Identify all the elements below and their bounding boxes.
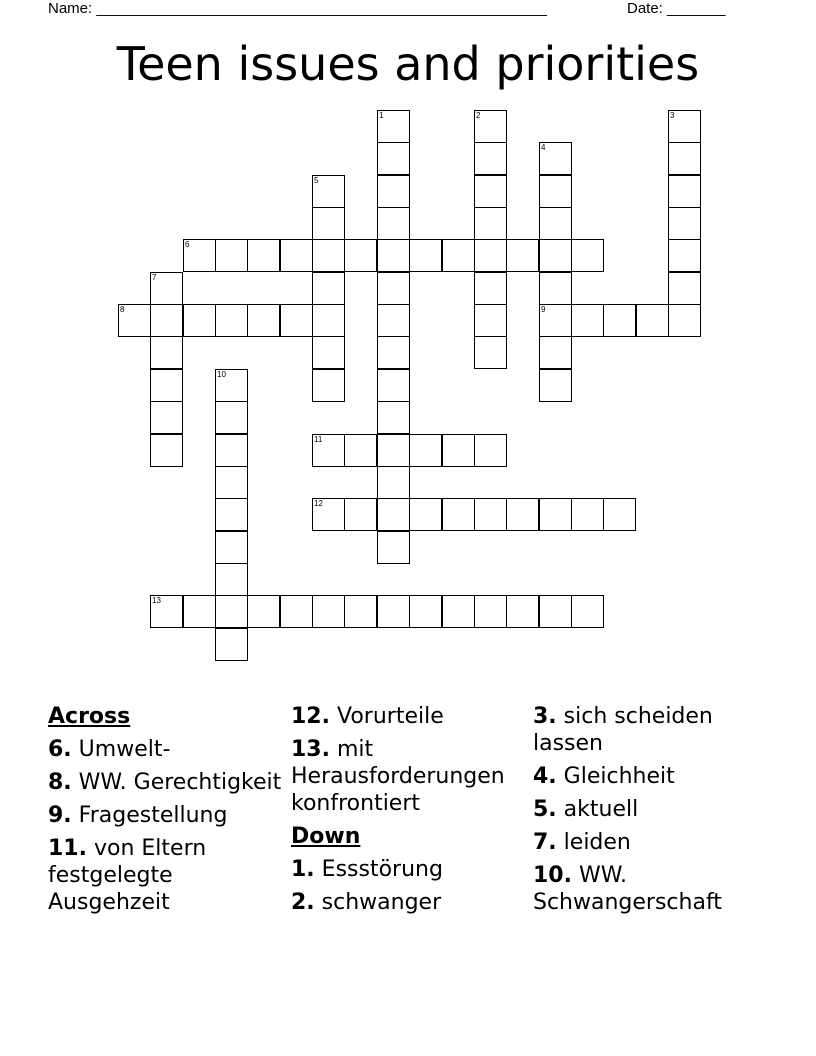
grid-cell[interactable] bbox=[571, 595, 604, 628]
grid-cell[interactable] bbox=[312, 175, 345, 208]
grid-cell[interactable] bbox=[377, 304, 410, 337]
grid-cell[interactable] bbox=[215, 531, 248, 564]
grid-cell[interactable] bbox=[344, 434, 377, 467]
clue-number: 5. bbox=[533, 797, 557, 822]
grid-cell[interactable] bbox=[215, 466, 248, 499]
grid-cell[interactable] bbox=[571, 304, 604, 337]
grid-cell[interactable] bbox=[150, 369, 183, 402]
clue-column-2 bbox=[291, 703, 531, 922]
grid-cell[interactable] bbox=[409, 239, 442, 272]
grid-cell[interactable] bbox=[344, 239, 377, 272]
clue-number: 9. bbox=[48, 803, 72, 828]
grid-cell[interactable] bbox=[506, 239, 539, 272]
grid-cell[interactable] bbox=[668, 207, 701, 240]
grid-cell[interactable] bbox=[344, 498, 377, 531]
clue-number-label: 5 bbox=[314, 176, 319, 185]
grid-cell[interactable] bbox=[539, 142, 572, 175]
grid-cell[interactable] bbox=[215, 498, 248, 531]
clue-across-13 bbox=[291, 736, 531, 817]
grid-cell[interactable] bbox=[474, 595, 507, 628]
grid-cell[interactable] bbox=[215, 563, 248, 596]
grid-cell[interactable] bbox=[312, 369, 345, 402]
grid-cell[interactable] bbox=[247, 239, 280, 272]
grid-cell[interactable] bbox=[312, 434, 345, 467]
clue-number: 3. bbox=[533, 704, 557, 729]
clue-down-10 bbox=[533, 862, 773, 916]
grid-cell[interactable] bbox=[474, 142, 507, 175]
clue-number-label: 3 bbox=[670, 111, 675, 120]
grid-cell[interactable] bbox=[183, 304, 216, 337]
clue-text: WW. Schwangerschaft bbox=[533, 863, 722, 915]
grid-cell[interactable] bbox=[377, 498, 410, 531]
grid-cell[interactable] bbox=[442, 595, 475, 628]
grid-cell[interactable] bbox=[603, 304, 636, 337]
date-line: Date: _______ bbox=[627, 0, 726, 17]
grid-cell[interactable] bbox=[215, 239, 248, 272]
grid-cell[interactable] bbox=[474, 175, 507, 208]
clue-text: mit Herausforderungen konfrontiert bbox=[291, 737, 505, 816]
grid-cell[interactable] bbox=[312, 595, 345, 628]
clue-number-label: 13 bbox=[152, 596, 161, 605]
grid-cell[interactable] bbox=[377, 175, 410, 208]
grid-cell[interactable] bbox=[539, 369, 572, 402]
clue-number-label: 6 bbox=[185, 240, 190, 249]
clue-number: 6. bbox=[48, 737, 72, 762]
clue-across-8 bbox=[48, 769, 288, 796]
grid-cell[interactable] bbox=[474, 239, 507, 272]
grid-cell[interactable] bbox=[377, 110, 410, 143]
clue-number: 1. bbox=[291, 857, 315, 882]
clue-number: 7. bbox=[533, 830, 557, 855]
grid-cell[interactable] bbox=[506, 498, 539, 531]
grid-cell[interactable] bbox=[474, 110, 507, 143]
clue-number-label: 2 bbox=[476, 111, 481, 120]
grid-cell[interactable] bbox=[312, 272, 345, 305]
clue-number-label: 9 bbox=[541, 305, 546, 314]
down-heading: Down bbox=[291, 824, 361, 849]
clue-number: 10. bbox=[533, 863, 572, 888]
grid-cell[interactable] bbox=[506, 595, 539, 628]
grid-cell[interactable] bbox=[150, 434, 183, 467]
grid-cell[interactable] bbox=[215, 628, 248, 661]
clue-number-label: 11 bbox=[314, 435, 323, 444]
grid-cell[interactable] bbox=[539, 239, 572, 272]
clue-text: Fragestellung bbox=[78, 803, 228, 828]
grid-cell[interactable] bbox=[215, 434, 248, 467]
clue-number: 12. bbox=[291, 704, 330, 729]
grid-cell[interactable] bbox=[539, 498, 572, 531]
grid-cell[interactable] bbox=[377, 207, 410, 240]
grid-cell[interactable] bbox=[280, 304, 313, 337]
grid-cell[interactable] bbox=[668, 175, 701, 208]
clue-number-label: 8 bbox=[120, 305, 125, 314]
clue-number: 13. bbox=[291, 737, 330, 762]
grid-cell[interactable] bbox=[539, 336, 572, 369]
grid-cell[interactable] bbox=[668, 304, 701, 337]
grid-cell[interactable] bbox=[247, 595, 280, 628]
grid-cell[interactable] bbox=[377, 466, 410, 499]
clue-number-label: 4 bbox=[541, 143, 546, 152]
clue-number-label: 1 bbox=[379, 111, 384, 120]
grid-cell[interactable] bbox=[668, 239, 701, 272]
clue-text: WW. Gerechtigkeit bbox=[78, 770, 282, 795]
clue-number-label: 7 bbox=[152, 273, 157, 282]
grid-cell[interactable] bbox=[409, 595, 442, 628]
grid-cell[interactable] bbox=[150, 336, 183, 369]
clue-number: 11. bbox=[48, 836, 87, 861]
grid-cell[interactable] bbox=[377, 272, 410, 305]
grid-cell[interactable] bbox=[118, 304, 151, 337]
grid-cell[interactable] bbox=[312, 239, 345, 272]
clue-number: 8. bbox=[48, 770, 72, 795]
grid-cell[interactable] bbox=[215, 401, 248, 434]
clue-text: Gleichheit bbox=[563, 764, 675, 789]
clue-down-5 bbox=[533, 796, 773, 823]
clue-down-7 bbox=[533, 829, 773, 856]
grid-cell[interactable] bbox=[215, 304, 248, 337]
grid-cell[interactable] bbox=[539, 175, 572, 208]
clue-down-3 bbox=[533, 703, 773, 757]
clue-across-11 bbox=[48, 835, 288, 916]
clue-across-12 bbox=[291, 703, 531, 730]
grid-cell[interactable] bbox=[312, 304, 345, 337]
clue-down-1 bbox=[291, 856, 531, 883]
grid-cell[interactable] bbox=[442, 239, 475, 272]
grid-cell[interactable] bbox=[539, 304, 572, 337]
clue-column-1 bbox=[48, 703, 288, 922]
grid-cell[interactable] bbox=[474, 207, 507, 240]
grid-cell[interactable] bbox=[312, 207, 345, 240]
across-heading: Across bbox=[48, 704, 131, 729]
clue-number-label: 12 bbox=[314, 499, 323, 508]
grid-cell[interactable] bbox=[474, 272, 507, 305]
clue-across-6 bbox=[48, 736, 288, 763]
grid-cell[interactable] bbox=[150, 401, 183, 434]
grid-cell[interactable] bbox=[377, 434, 410, 467]
grid-cell[interactable] bbox=[215, 369, 248, 402]
grid-cell[interactable] bbox=[150, 595, 183, 628]
grid-cell[interactable] bbox=[539, 272, 572, 305]
clue-text: leiden bbox=[563, 830, 631, 855]
grid-cell[interactable] bbox=[377, 595, 410, 628]
grid-cell[interactable] bbox=[442, 498, 475, 531]
grid-cell[interactable] bbox=[215, 595, 248, 628]
clue-text: Essstörung bbox=[321, 857, 443, 882]
grid-cell[interactable] bbox=[280, 595, 313, 628]
grid-cell[interactable] bbox=[377, 336, 410, 369]
clue-text: schwanger bbox=[321, 890, 442, 915]
grid-cell[interactable] bbox=[474, 304, 507, 337]
grid-cell[interactable] bbox=[571, 498, 604, 531]
clue-text: Vorurteile bbox=[336, 704, 444, 729]
grid-cell[interactable] bbox=[183, 595, 216, 628]
grid-cell[interactable] bbox=[377, 369, 410, 402]
grid-cell[interactable] bbox=[539, 207, 572, 240]
grid-cell[interactable] bbox=[636, 304, 669, 337]
clue-number: 2. bbox=[291, 890, 315, 915]
grid-cell[interactable] bbox=[377, 142, 410, 175]
clue-down-4 bbox=[533, 763, 773, 790]
clue-across-9 bbox=[48, 802, 288, 829]
grid-cell[interactable] bbox=[668, 142, 701, 175]
grid-cell[interactable] bbox=[150, 272, 183, 305]
grid-cell[interactable] bbox=[280, 239, 313, 272]
clue-number: 4. bbox=[533, 764, 557, 789]
grid-cell[interactable] bbox=[377, 531, 410, 564]
grid-cell[interactable] bbox=[603, 498, 636, 531]
grid-cell[interactable] bbox=[183, 239, 216, 272]
clue-number-label: 10 bbox=[217, 370, 226, 379]
grid-cell[interactable] bbox=[409, 498, 442, 531]
grid-cell[interactable] bbox=[312, 336, 345, 369]
grid-cell[interactable] bbox=[312, 498, 345, 531]
grid-cell[interactable] bbox=[571, 239, 604, 272]
grid-cell[interactable] bbox=[377, 401, 410, 434]
grid-cell[interactable] bbox=[409, 434, 442, 467]
name-line: Name: ______________________________________________________ bbox=[48, 0, 547, 17]
clue-text: von Eltern festgelegte Ausgehzeit bbox=[48, 836, 207, 915]
grid-cell[interactable] bbox=[247, 304, 280, 337]
grid-cell[interactable] bbox=[474, 434, 507, 467]
grid-cell[interactable] bbox=[668, 272, 701, 305]
grid-cell[interactable] bbox=[442, 434, 475, 467]
clue-text: aktuell bbox=[563, 797, 639, 822]
grid-cell[interactable] bbox=[539, 595, 572, 628]
clue-down-2 bbox=[291, 889, 531, 916]
grid-cell[interactable] bbox=[150, 304, 183, 337]
grid-cell[interactable] bbox=[474, 498, 507, 531]
grid-cell[interactable] bbox=[377, 239, 410, 272]
clue-text: Umwelt- bbox=[78, 737, 171, 762]
grid-cell[interactable] bbox=[344, 595, 377, 628]
page-title: Teen issues and priorities bbox=[116, 37, 700, 91]
clue-text: sich scheiden lassen bbox=[533, 704, 713, 756]
grid-cell[interactable] bbox=[474, 336, 507, 369]
clue-column-3 bbox=[533, 703, 773, 922]
grid-cell[interactable] bbox=[668, 110, 701, 143]
